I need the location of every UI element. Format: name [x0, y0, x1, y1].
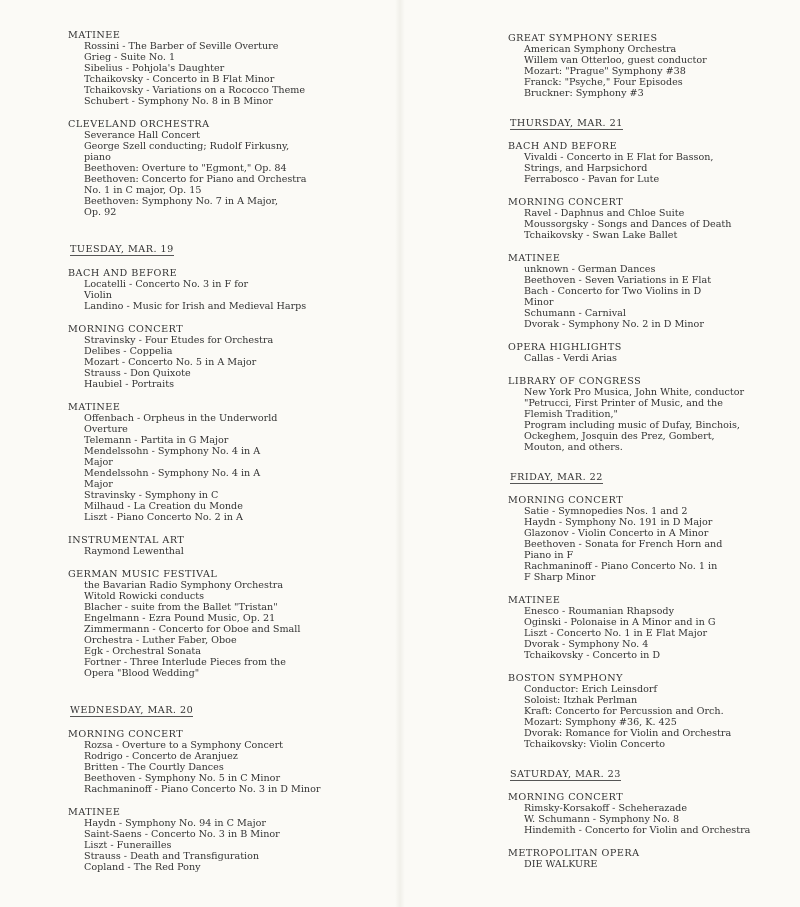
program-item: Blacher - suite from the Ballet "Tristan": [84, 602, 278, 613]
program-item: Fortner - Three Interlude Pieces from the: [84, 657, 286, 668]
program-item: W. Schumann - Symphony No. 8: [524, 814, 680, 825]
program-title: MATINEE: [508, 595, 561, 606]
program-item: Engelmann - Ezra Pound Music, Op. 21: [84, 613, 276, 624]
program-block: [508, 141, 793, 185]
program-block: [68, 569, 398, 679]
program-item: Liszt - Concerto No. 1 in E Flat Major: [524, 628, 708, 639]
program-item: Orchestra - Luther Faber, Oboe: [84, 635, 237, 646]
program-item: Grieg - Suite No. 1: [84, 52, 176, 63]
program-item: Offenbach - Orpheus in the Underworld: [84, 413, 278, 424]
program-item: DIE WALKURE: [524, 859, 598, 870]
program-item: Ockeghem, Josquin des Prez, Gombert,: [524, 431, 715, 442]
program-title: MORNING CONCERT: [68, 729, 184, 740]
day-heading-wednesday-mar-20: WEDNESDAY, MAR. 20: [70, 705, 194, 716]
program-item: Bruckner: Symphony #3: [524, 88, 644, 99]
program-item: Program including music of Dufay, Binchois,: [524, 420, 740, 431]
program-item: Landino - Music for Irish and Medieval Harps: [84, 301, 307, 312]
program-item: Witold Rowicki conducts: [84, 591, 205, 602]
day-heading-tuesday-mar-19: TUESDAY, MAR. 19: [70, 244, 174, 255]
program-item: Satie - Symnopedies Nos. 1 and 2: [524, 506, 688, 517]
program-item: Stravinsky - Four Etudes for Orchestra: [84, 335, 274, 346]
program-block: [508, 595, 793, 661]
program-item: Strauss - Don Quixote: [84, 368, 191, 379]
program-item: Beethoven - Sonata for French Horn and: [524, 539, 723, 550]
program-item: Minor: [524, 297, 554, 308]
program-item: Raymond Lewenthal: [84, 546, 184, 557]
program-item: Rossini - The Barber of Seville Overture: [84, 41, 279, 52]
program-item: Liszt - Piano Concerto No. 2 in A: [84, 512, 243, 523]
program-item: Op. 92: [84, 207, 117, 218]
program-item: Strauss - Death and Transfiguration: [84, 851, 260, 862]
program-block: [508, 197, 793, 241]
program-item: Milhaud - La Creation du Monde: [84, 501, 243, 512]
program-item: Schubert - Symphony No. 8 in B Minor: [84, 96, 273, 107]
program-item: Mozart: Symphony #36, K. 425: [524, 717, 677, 728]
program-item: Oginski - Polonaise in A Minor and in G: [524, 617, 716, 628]
day-heading-friday-mar-22: FRIDAY, MAR. 22: [510, 472, 603, 483]
program-block: [508, 376, 793, 453]
program-item: Britten - The Courtly Dances: [84, 762, 224, 773]
program-item: Copland - The Red Pony: [84, 862, 201, 873]
program-item: Schumann - Carnival: [524, 308, 626, 319]
program-item: Conductor: Erich Leinsdorf: [524, 684, 658, 695]
program-item: Rodrigo - Concerto de Aranjuez: [84, 751, 238, 762]
program-title: MATINEE: [68, 807, 121, 818]
program-block: [68, 807, 398, 873]
program-item: Mendelssohn - Symphony No. 4 in A: [84, 446, 261, 457]
program-item: Bach - Concerto for Two Violins in D: [524, 286, 702, 297]
program-block: [508, 792, 793, 836]
program-item: Dvorak - Symphony No. 2 in D Minor: [524, 319, 704, 330]
program-item: Haydn - Symphony No. 94 in C Major: [84, 818, 266, 829]
program-item: Sibelius - Pohjola's Daughter: [84, 63, 225, 74]
program-item: F Sharp Minor: [524, 572, 596, 583]
program-item: Haubiel - Portraits: [84, 379, 174, 390]
program-block: [508, 33, 793, 99]
program-item: Beethoven: Concerto for Piano and Orchestra: [84, 174, 307, 185]
program-item: Ravel - Daphnus and Chloe Suite: [524, 208, 685, 219]
program-item: Callas - Verdi Arias: [524, 353, 617, 364]
program-item: Liszt - Funerailles: [84, 840, 172, 851]
program-item: Vivaldi - Concerto in E Flat for Basson,: [524, 152, 714, 163]
program-item: Beethoven: Symphony No. 7 in A Major,: [84, 196, 279, 207]
program-item: Dvorak: Romance for Violin and Orchestra: [524, 728, 732, 739]
program-item: Severance Hall Concert: [84, 130, 200, 141]
program-title: LIBRARY OF CONGRESS: [508, 376, 642, 387]
program-title: INSTRUMENTAL ART: [68, 535, 185, 546]
program-item: Soloist: Itzhak Perlman: [524, 695, 638, 706]
program-item: Beethoven - Seven Variations in E Flat: [524, 275, 712, 286]
program-item: George Szell conducting; Rudolf Firkusny,: [84, 141, 290, 152]
day-heading-saturday-mar-23: SATURDAY, MAR. 23: [510, 769, 621, 780]
program-block: [508, 848, 793, 870]
program-item: Major: [84, 457, 113, 468]
program-item: Piano in F: [524, 550, 574, 561]
program-title: MATINEE: [508, 253, 561, 264]
program-item: Tchaikovsky - Variations on a Rococco Theme: [84, 85, 306, 96]
program-block: [508, 495, 793, 583]
program-item: Mozart - Concerto No. 5 in A Major: [84, 357, 257, 368]
program-item: American Symphony Orchestra: [524, 44, 677, 55]
program-item: Moussorgsky - Songs and Dances of Death: [524, 219, 732, 230]
program-item: Kraft: Concerto for Percussion and Orch.: [524, 706, 724, 717]
program-block: [508, 342, 793, 364]
right-column: [508, 0, 793, 882]
program-item: the Bavarian Radio Symphony Orchestra: [84, 580, 284, 591]
program-item: unknown - German Dances: [524, 264, 656, 275]
left-column: [68, 0, 398, 885]
program-item: Glazonov - Violin Concerto in A Minor: [524, 528, 709, 539]
program-item: Tchaikovsky - Concerto in B Flat Minor: [84, 74, 275, 85]
program-block: [68, 729, 398, 795]
program-item: Rozsa - Overture to a Symphony Concert: [84, 740, 284, 751]
program-item: piano: [84, 152, 111, 163]
program-item: Rimsky-Korsakoff - Scheherazade: [524, 803, 688, 814]
day-heading-thursday-mar-21: THURSDAY, MAR. 21: [510, 118, 623, 129]
program-block: [68, 324, 398, 390]
program-item: Egk - Orchestral Sonata: [84, 646, 202, 657]
program-block: [68, 268, 398, 312]
program-item: Enesco - Roumanian Rhapsody: [524, 606, 674, 617]
program-item: Haydn - Symphony No. 191 in D Major: [524, 517, 713, 528]
program-item: Violin: [84, 290, 112, 301]
program-item: Locatelli - Concerto No. 3 in F for: [84, 279, 249, 290]
program-title: MATINEE: [68, 402, 121, 413]
program-title: BACH AND BEFORE: [508, 141, 618, 152]
program-item: Saint-Saens - Concerto No. 3 in B Minor: [84, 829, 280, 840]
program-title: BACH AND BEFORE: [68, 268, 178, 279]
program-item: Tchaikovsky - Swan Lake Ballet: [524, 230, 678, 241]
program-title: GERMAN MUSIC FESTIVAL: [68, 569, 218, 580]
program-item: Opera "Blood Wedding": [84, 668, 200, 679]
program-item: Franck: "Psyche," Four Episodes: [524, 77, 683, 88]
program-block: [68, 30, 398, 107]
program-item: No. 1 in C major, Op. 15: [84, 185, 202, 196]
program-title: MORNING CONCERT: [508, 495, 624, 506]
program-item: Rachmaninoff - Piano Concerto No. 3 in D Minor: [84, 784, 321, 795]
program-item: New York Pro Musica, John White, conductor: [524, 387, 745, 398]
program-title: MATINEE: [68, 30, 121, 41]
program-block: [68, 119, 398, 218]
program-item: Zimmermann - Concerto for Oboe and Small: [84, 624, 301, 635]
program-item: Dvorak - Symphony No. 4: [524, 639, 649, 650]
program-item: Delibes - Coppelia: [84, 346, 173, 357]
program-item: Stravinsky - Symphony in C: [84, 490, 219, 501]
program-item: Flemish Tradition,": [524, 409, 618, 420]
program-item: Mendelssohn - Symphony No. 4 in A: [84, 468, 261, 479]
program-title: MORNING CONCERT: [508, 197, 624, 208]
program-item: "Petrucci, First Printer of Music, and the: [524, 398, 723, 409]
program-block: [508, 673, 793, 750]
program-item: Tchaikovsky - Concerto in D: [524, 650, 661, 661]
program-item: Telemann - Partita in G Major: [84, 435, 229, 446]
program-title: CLEVELAND ORCHESTRA: [68, 119, 210, 130]
program-block: [508, 253, 793, 330]
program-item: Strings, and Harpsichord: [524, 163, 648, 174]
program-item: Willem van Otterloo, guest conductor: [524, 55, 707, 66]
program-title: MORNING CONCERT: [68, 324, 184, 335]
program-item: Beethoven - Symphony No. 5 in C Minor: [84, 773, 281, 784]
program-item: Rachmaninoff - Piano Concerto No. 1 in: [524, 561, 718, 572]
program-item: Tchaikovsky: Violin Concerto: [524, 739, 665, 750]
program-item: Major: [84, 479, 113, 490]
program-title: OPERA HIGHLIGHTS: [508, 342, 622, 353]
program-title: MORNING CONCERT: [508, 792, 624, 803]
program-item: Ferrabosco - Pavan for Lute: [524, 174, 660, 185]
program-item: Overture: [84, 424, 128, 435]
program-item: Mozart: "Prague" Symphony #38: [524, 66, 686, 77]
program-block: [68, 535, 398, 557]
program-item: Hindemith - Concerto for Violin and Orchestra: [524, 825, 751, 836]
program-title: METROPOLITAN OPERA: [508, 848, 640, 859]
program-title: BOSTON SYMPHONY: [508, 673, 624, 684]
program-title: GREAT SYMPHONY SERIES: [508, 33, 658, 44]
program-block: [68, 402, 398, 523]
program-item: Mouton, and others.: [524, 442, 623, 453]
program-item: Beethoven: Overture to "Egmont," Op. 84: [84, 163, 287, 174]
